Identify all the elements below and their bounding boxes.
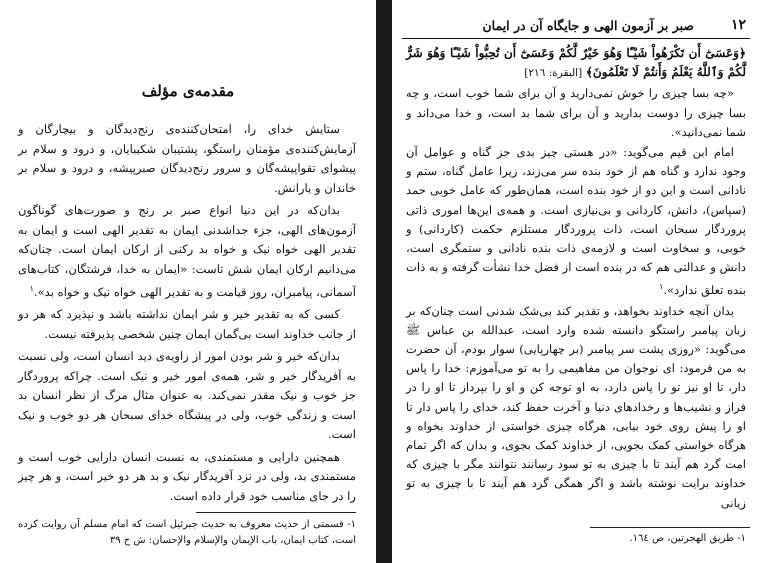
footnote-divider: [196, 512, 356, 513]
footnote: ١- طریق الهجرتین، ص ١٦٤.: [629, 533, 746, 544]
quran-verse: [406, 44, 746, 83]
verse-reference: [البقرة: ٢١٦]: [524, 67, 583, 80]
paragraph: «چه بسا چیزی را خوش نمی‌دارید و آن برای شما خوب است، و چه بسا چیزی را دوست بدارید و آن برای شما بد است، و خدا می‌داند و شما نمی‌دانید».: [406, 86, 746, 139]
header-title: صبر بر آزمون الهی و جایگاه آن در ایمان: [482, 18, 694, 33]
footnote-marker: ١: [659, 282, 664, 292]
verse-text: ﴿وَعَسَىٰٓ أَن تَكْرَهُواْ شَيْـًٔا وَهُوَ خَيْرٌ لَّكُمْ وَعَسَىٰٓ أَن تُحِبُّواْ شَيْـًٔا وَهُوَ شَرٌّ لَّكُمْ وَٱللَّهُ يَعْلَمُ وَأَنتُمْ لَا تَعْلَمُونَ﴾: [406, 46, 746, 80]
page-number: ١٢: [730, 17, 746, 33]
section-title: مقدمه‌ی مؤلف: [141, 82, 235, 100]
paragraph: امام ابن قیم می‌گوید: «در هستی چیز بدی جز گناه و عوامل آن وجود ندارد و گناه هم از خود بنده سر می‌زند، زیرا عامل گناه، ستم و نادانی است و این دو از خود بنده است، همان‌طور که عامل خوبی حمد (سپاس)، دانش، کاردانی و بی‌نیازی است. و همه‌ی این‌ها اموری ذاتی پروردگار سبحان است، ذات پروردگار مستلزم حکمت (کاردانی) و خوبی، و سخاوت است و لازمه‌ی ذات بنده نادانی و ستمگری است، دانش و عدالتی هم که در بنده است از فضل خدا نشأت گرفته و به ذات بنده تعلق ندارد».$^١$: [406, 145, 746, 298]
paragraph: بدان آنچه خداوند بخواهد، و تقدیر کند بی‌شک شدنی است چنان‌که بر زبان پیامبر راستگو دانسته شده وارد است، عبدالله بن عباس ﷺ می‌گوید: «روزی پشت سر پیامبر (بر چهارپایی) سوار بودم، آن حضرت به من فرمود: ای نوجوان من مفاهیمی را به تو می‌آموزم: خدا را پاس دار، تا او نیز تو را پاس دارد، به او توجه کن و او را بپرداز تا او را در فراز و نشیب‌ها و رخدادهای دنیا و آخرت حفظ کند، خدای را پاس دار تا او را پیش روی خود بیابی، هرگاه چیزی خواستی از خداوند بخواه و هرگاه خواستی کمک بجویی، از خداوند کمک بجوی، و بدان که اگر تمام امت گرد هم آیند تا با چیزی به تو سود رسانند نتوانند مگر با چیزی که خداوند برایت نوشته باشد و اگر همگی گرد هم آیند تا با چیزی به تو زیانی: [406, 303, 746, 510]
footnote-divider: [590, 527, 750, 528]
left-page: [0, 0, 376, 563]
book-gutter: [376, 0, 392, 563]
running-header: [402, 16, 750, 39]
paragraph: بدان‌که خیر و شر بودن امور از زاویه‌ی دید انسان است، ولی نسبت به آفریدگار خیر و شر، همه‌ی امور خیر و نیک است. چراکه پروردگار جز خوب و نیک مقدر نمی‌کند. به عنوان مثال مرگ از نظر انسان بد است و زندگی خوب، ولی در پیشگاه خدای سبحان هر دو خوب و نیک است.: [18, 349, 356, 442]
paragraph: بدان‌که در این دنیا انواع صبر بر رنج و صورت‌های گوناگون آزمون‌های الهی، جزء جداشدنی ایمان به تقدیر الهی است و ایمان به تقدیر الهی خواه نیک و خواه بد رکنی از ارکان ایمان است. چنان‌که می‌دانیم ارکان ایمان شش تاست: «ایمان به خدا، فرشتگان، کتاب‌های آسمانی، پیامبران، روز قیامت و به تقدیر الهی خواه نیک و خواه بد».$^١$: [18, 203, 357, 299]
paragraph: کسی که به تقدیر خیر و شر ایمان نداشته باشد و نپذیرد که هر دو از جانب خداوند است بی‌گمان ایمان چنین شخصی پذیرفته نیست.: [18, 307, 356, 341]
left-body-text: [18, 120, 356, 507]
footnote: ١- قسمتی از حدیث معروف به حدیث جبرئیل است که امام مسلم آن روایت کرده است، کتاب ایمان، باب الإيمان والإسلام والإحسان: ش ح ٣٩: [18, 519, 356, 546]
footnote-marker: ١: [29, 284, 34, 293]
right-page: [392, 0, 768, 563]
right-body-text: [406, 44, 746, 514]
paragraph: ستایش خدای را، امتحان‌کننده‌ی رنج‌دیدگان و بیچارگان و آزمایش‌کننده‌ی مؤمنان راستگو، پشتیبان شکیبایان، و درود و سلام بر پیشوای تقواپیشه‌گان و سرور رنج‌دیدگان صبرپیشه، و درود و سلام بر خاندان و یارانش.: [18, 122, 356, 195]
paragraph: همچنین دارایی و مستمندی، به نسبت انسان دارایی خوب است و مستمندی بد، ولی در نزد آفریدگار نیک و بد هر دو خیر است، و هر چیز را در جای مناسب خود قرار داده است.: [18, 449, 356, 503]
